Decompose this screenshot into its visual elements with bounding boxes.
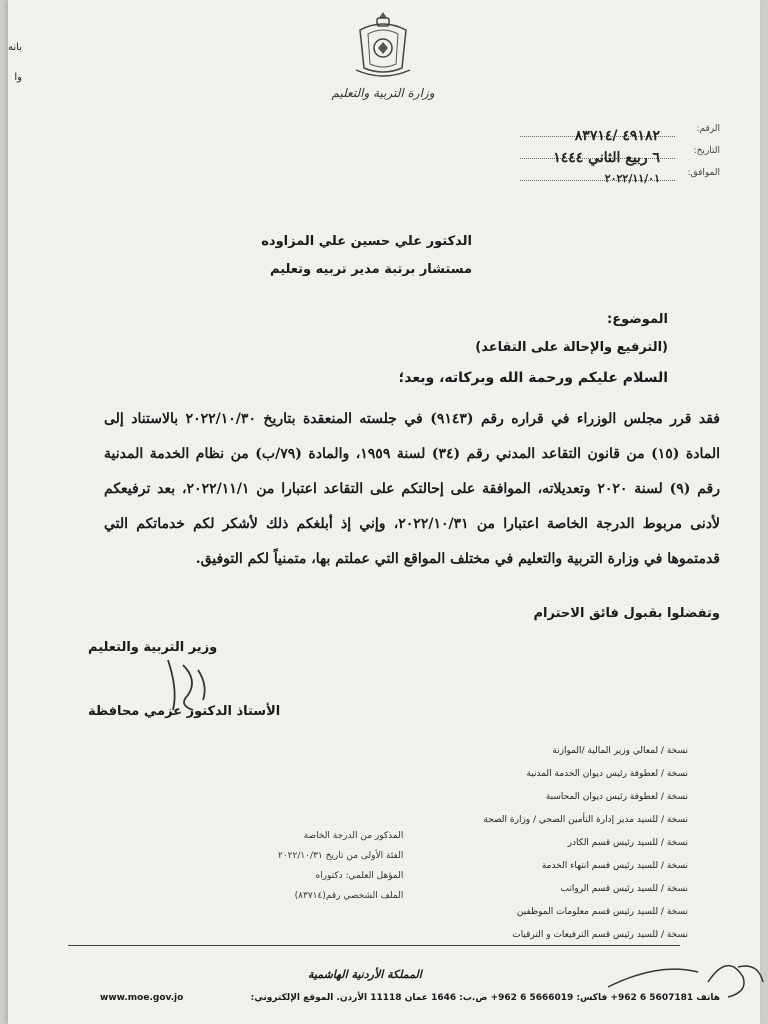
closing: وتفضلوا بقبول فائق الاحترام <box>533 606 720 621</box>
copy-item: نسخة / للسيد رئيس قسم الترفيعات و الترقيات <box>512 930 688 940</box>
copy-item: نسخة / للسيد مدير إدارة التأمين الصحي / وزارة الصحة <box>483 815 688 825</box>
hijri-date: ٦ ربيع الثاني ١٤٤٤ <box>553 150 660 166</box>
letter-page <box>8 0 760 1024</box>
signatory-title: وزير التربية والتعليم <box>88 640 218 655</box>
footer-address: هاتف 5607181 6 962+ فاكس: 5666019 6 962+ ص.ب: 1646 عمان 11118 الأردن. الموقع الإلكتروني: <box>250 993 720 1003</box>
footer-website: www.moe.gov.jo <box>100 993 184 1003</box>
footer-kingdom: المملكة الأردنية الهاشمية <box>308 968 422 981</box>
addressee <box>172 228 472 284</box>
copy-item: نسخة / لمعالي وزير المالية /الموازنة <box>552 746 688 756</box>
addressee-name: الدكتور علي حسين علي المزاوده <box>261 234 472 249</box>
signatory-name: الأستاذ الدكتور عزمي محافظة <box>88 704 281 719</box>
copy-item: نسخة / للسيد رئيس قسم معلومات الموظفين <box>516 907 688 917</box>
corresponding-label: الموافق: <box>687 168 720 178</box>
edge-text-1: بانه <box>8 42 22 53</box>
letter-body: فقد قرر مجلس الوزراء في قراره رقم (٩١٤٣) في جلسته المنعقدة بتاريخ ٢٠٢٢/١٠/٣٠ بالاستناد إلى المادة (١٥) من قانون التقاعد المدني رقم (٣٤) لسنة ١٩٥٩، والمادة (٧٩/ب) من نظام الخدمة المدنية رقم (٩) لسنة ٢٠٢٠ وتعديلاته، الموافقة على إحالتكم على التقاعد اعتبارا من ٢٠٢٢/١١/١، بعد ترفيعكم لأدنى مربوط الدرجة الخاصة اعتبارا من ٢٠٢٢/١٠/٣١، وإني إذ أبلغكم ذلك لأشكر لكم خدماتكم التي قدمتموها في وزارة التربية والتعليم في مختلف المواقع التي عملتم بها، متمنياً لكم التوفيق. <box>104 411 721 567</box>
subject-label: الموضوع: <box>607 312 668 327</box>
coat-of-arms-icon <box>348 8 418 80</box>
ref-value: ٤٩١٨٢ /٨٣٧١٤ <box>574 128 660 144</box>
note-line: الفئة الأولى من تاريخ ٢٠٢٢/١٠/٣١ <box>278 851 404 861</box>
subject-text: (الترفيع والإحالة على التقاعد) <box>475 340 668 355</box>
greeting: السلام عليكم ورحمة الله وبركاته، وبعد؛ <box>398 370 668 386</box>
copy-item: نسخة / لعطوفة رئيس ديوان الخدمة المدنية <box>526 769 688 779</box>
note-line: المذكور من الدرجة الخاصة <box>303 831 404 841</box>
reference-block <box>520 120 720 186</box>
note-line: المؤهل العلمي: دكتوراه <box>315 871 404 881</box>
footer-divider <box>68 945 680 946</box>
grade-note <box>278 826 403 906</box>
gregorian-date: ٢٠٢٢/١١/٠١ <box>604 172 660 185</box>
adjacent-page-edge <box>8 42 22 102</box>
ref-label: الرقم: <box>696 124 720 134</box>
copy-item: نسخة / لعطوفة رئيس ديوان المحاسبة <box>545 792 688 802</box>
copy-item: نسخة / للسيد رئيس قسم الرواتب <box>560 884 688 894</box>
addressee-position: مستشار برتبة مدير تربيه وتعليم <box>270 262 472 277</box>
note-line: الملف الشخصي رقم(٨٣٧١٤) <box>294 891 404 901</box>
date-label: التاريخ: <box>693 146 720 156</box>
edge-text-2: وا <box>14 72 22 83</box>
ministry-header: وزارة التربية والتعليم <box>331 86 435 100</box>
copies-list <box>483 740 688 947</box>
copy-item: نسخة / للسيد رئيس قسم انتهاء الخدمة <box>541 861 688 871</box>
copy-item: نسخة / للسيد رئيس قسم الكادر <box>567 838 688 848</box>
